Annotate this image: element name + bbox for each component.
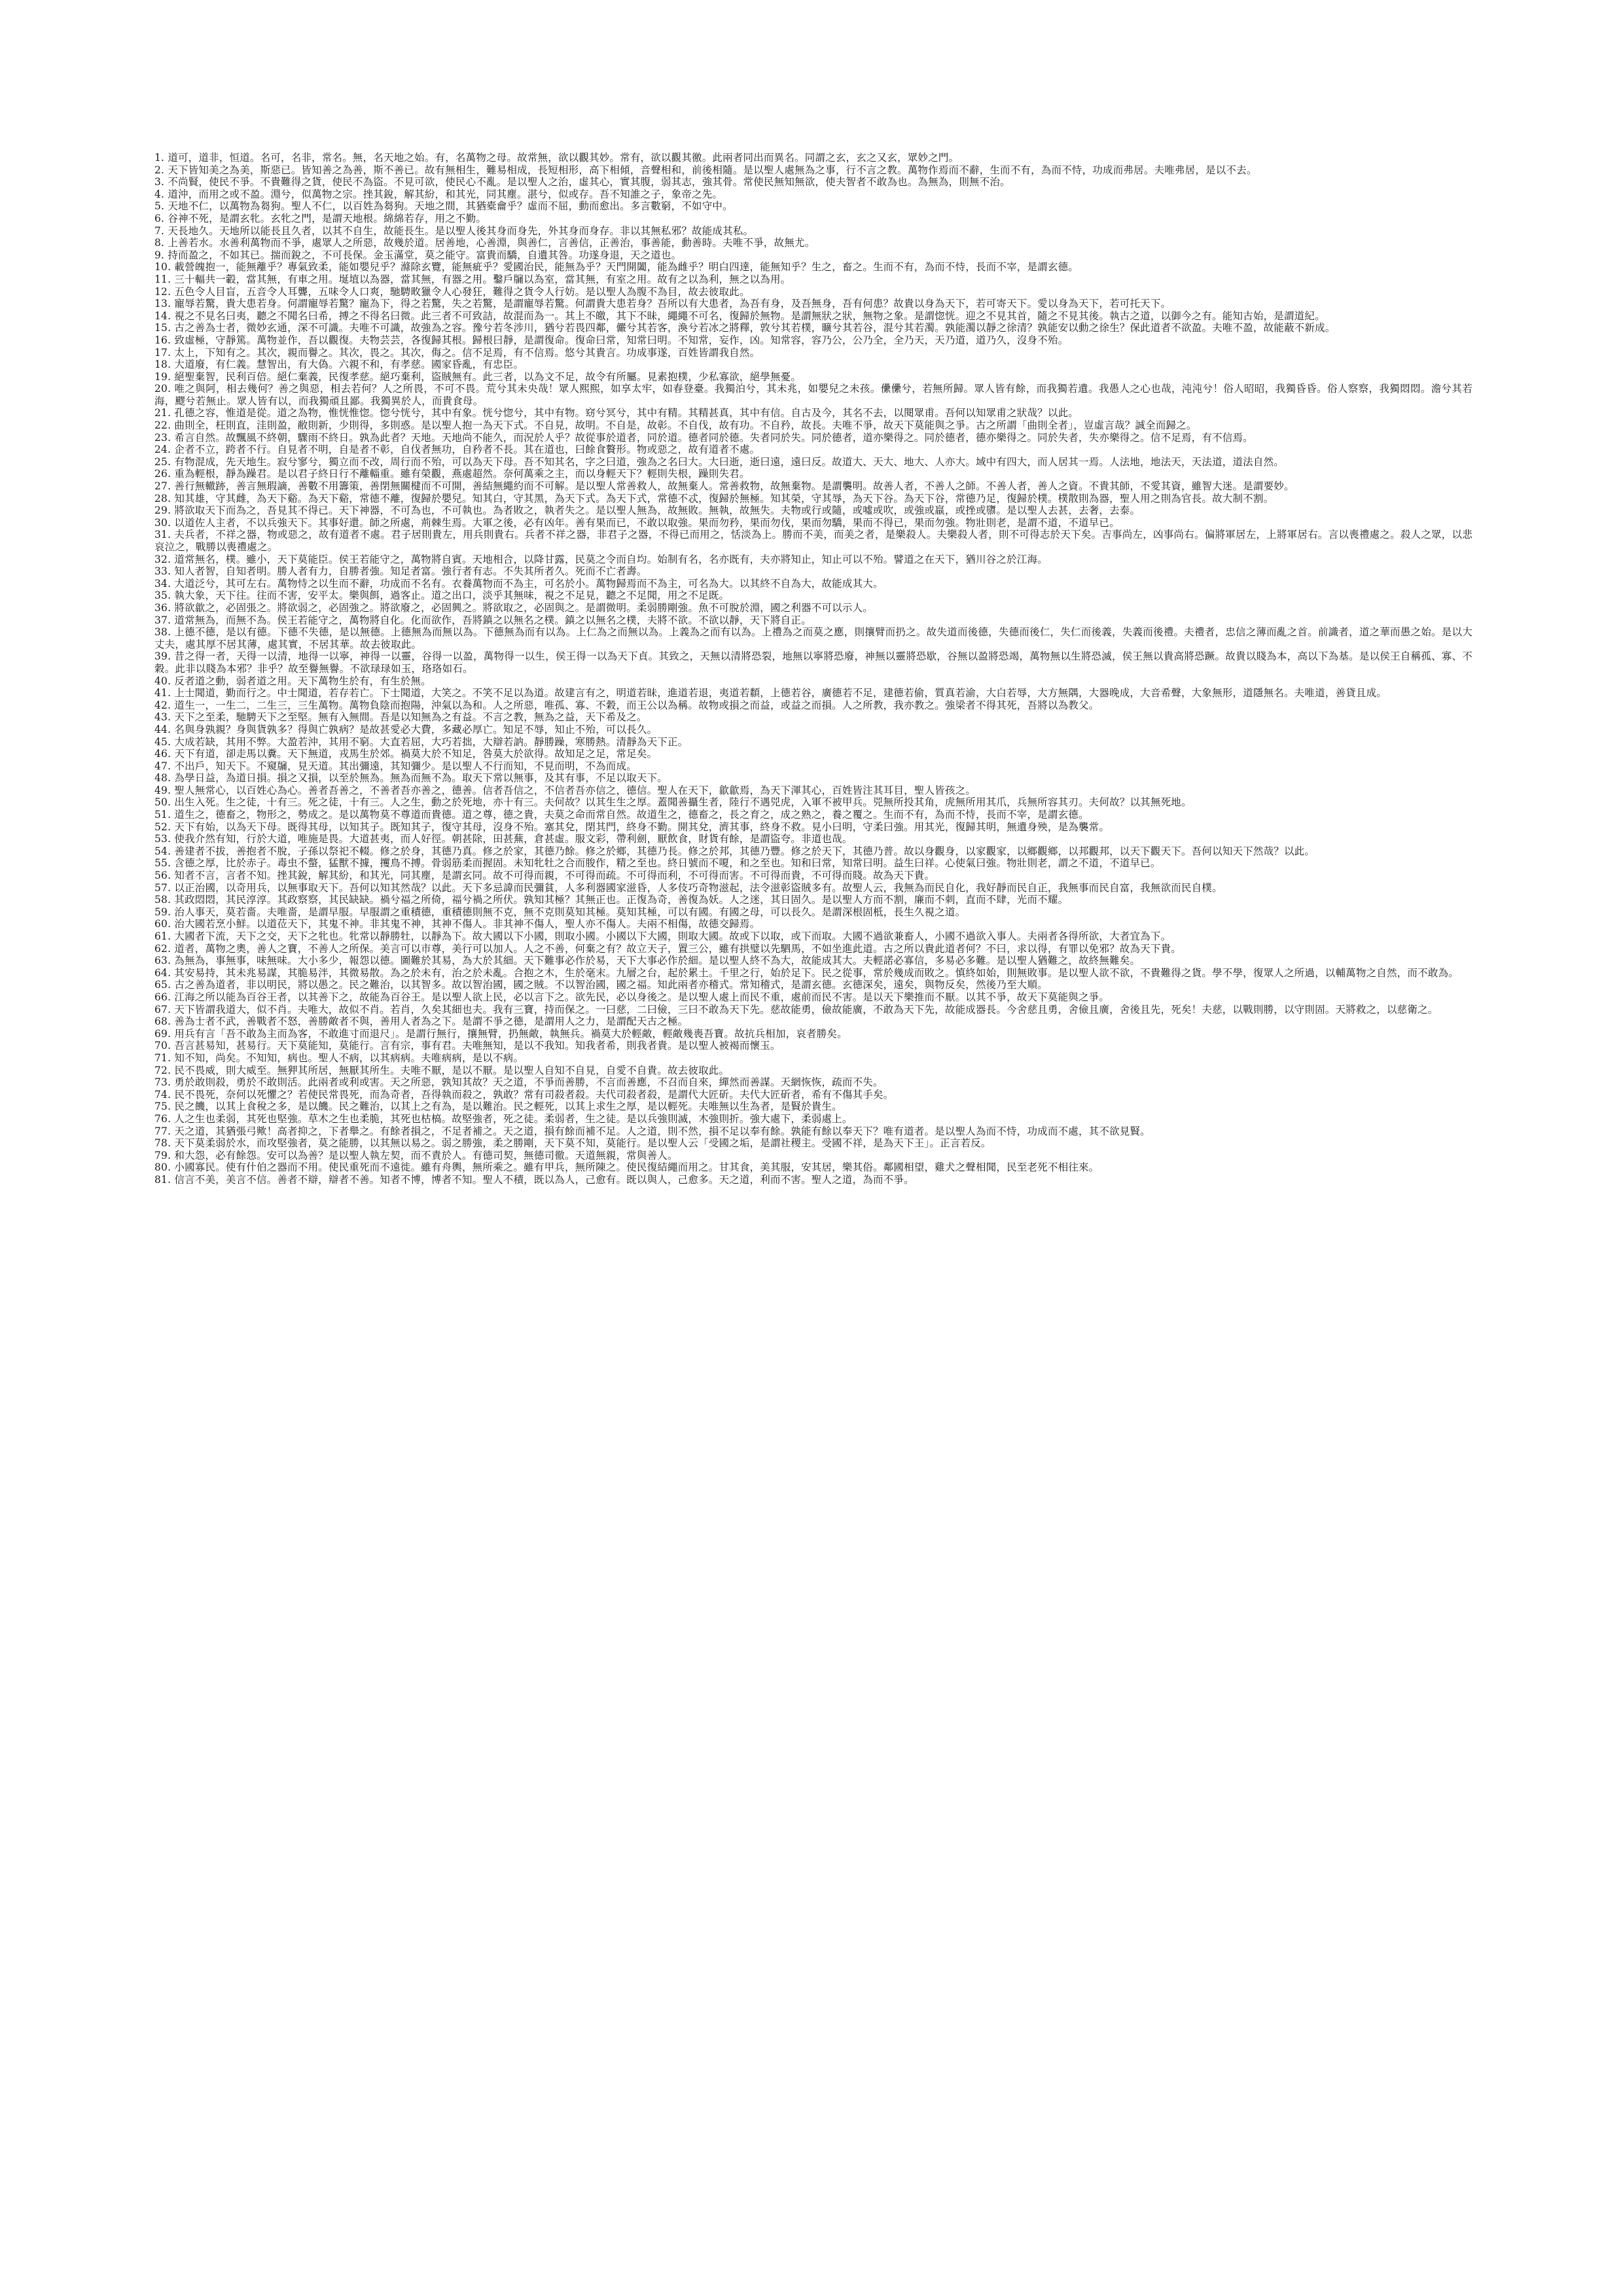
chapter-49: 49. 聖人無常心，以百姓心為心。善者吾善之，不善者吾亦善之，德善。信者吾信之，不信者吾亦信之，德信。聖人在天下，歙歙焉，為天下渾其心，百姓皆注其耳目，聖人皆孩之。 [154,784,976,796]
chapter-47: 47. 不出戶，知天下。不窺牖，見天道。其出彌遠，其知彌少。是以聖人不行而知，不見而明，不為而成。 [154,760,637,772]
chapter-3: 3. 不尚賢，使民不爭。不貴難得之貨，使民不為盜。不見可欲，使民心不亂。是以聖人之治，虛其心，實其腹，弱其志，強其骨。常使民無知無欲，使夫智者不敢為也。為無為，則無不治。 [154,176,1010,188]
chapter-75: 75. 民之饑，以其上食稅之多，是以饑。民之難治，以其上之有為，是以難治。民之輕死，以其上求生之厚，是以輕死。夫唯無以生為者，是賢於貴生。 [154,1101,842,1113]
chapter-1: 1. 道可，道非，恒道。名可，名非，常名。無，名天地之始。有，名萬物之母。故常無，欲以觀其妙。常有，欲以觀其徼。此兩者同出而異名。同謂之玄，玄之又玄，眾妙之門。 [154,152,959,164]
chapter-56: 56. 知者不言，言者不知。挫其銳，解其紛，和其光，同其塵，是謂玄同。故不可得而親，不可得而疏。不可得而利，不可得而害。不可得而貴，不可得而賤。故為天下貴。 [154,870,935,882]
chapter-24: 24. 企者不立，跨者不行。自見者不明，自是者不彰，自伐者無功，自矜者不長。其在道也，曰餘食贅形。物或惡之，故有道者不處。 [154,444,760,456]
chapter-20: 20. 唯之與阿，相去幾何？善之與惡，相去若何？人之所畏，不可不畏。荒兮其未央哉！眾人熙熙，如享太牢，如春登臺。我獨泊兮，其未兆，如嬰兒之未孩。儽儽兮，若無所歸。眾人皆有餘，而我獨若遺。我愚人之心也哉，沌沌兮！俗人昭昭，我獨昏昏。俗人察察，我獨悶悶。澹兮其若海，飂兮若無止。眾人皆有以，而我獨頑且鄙。我獨異於人，而貴食母。 [154,383,1472,407]
chapter-28: 28. 知其雄，守其雌，為天下谿。為天下谿，常德不離，復歸於嬰兒。知其白，守其黑，為天下式。為天下式，常德不忒，復歸於無極。知其榮，守其辱，為天下谷。為天下谷，常德乃足，復歸於樸。樸散則為器，聖人用之則為官長。故大制不割。 [154,492,1274,504]
document-body [154,152,1472,1186]
chapter-67: 67. 天下皆謂我道大，似不肖。夫唯大，故似不肖。若肖，久矣其細也夫。我有三寶，持而保之。一曰慈，二曰儉，三曰不敢為天下先。慈故能勇，儉故能廣，不敢為天下先，故能成器長。今舍慈且勇，舍儉且廣，舍後且先，死矣！夫慈，以戰則勝，以守則固。天將救之，以慈衛之。 [154,1003,1438,1016]
chapter-27: 27. 善行無轍跡，善言無瑕謫，善數不用籌策，善閉無關楗而不可開，善結無繩約而不可解。是以聖人常善救人，故無棄人。常善救物，故無棄物。是謂襲明。故善人者，不善人之師。不善人者，善人之資。不貴其師，不愛其資，雖智大迷。是謂要妙。 [154,480,1294,493]
chapter-63: 63. 為無為，事無事，味無味。大小多少，報怨以德。圖難於其易，為大於其細。天下難事必作於易，天下大事必作於細。是以聖人終不為大，故能成其大。夫輕諾必寡信，多易必多難。是以聖人猶難之，故終無難矣。 [154,955,1141,967]
chapter-70: 70. 吾言甚易知，甚易行。天下莫能知，莫能行。言有宗，事有君。夫唯無知，是以不我知。知我者希，則我者貴。是以聖人被褐而懷玉。 [154,1040,781,1052]
chapter-52: 52. 天下有始，以為天下母。既得其母，以知其子。既知其子，復守其母，沒身不殆。塞其兌，閉其門，終身不勤。開其兌，濟其事，終身不救。見小曰明，守柔曰強。用其光，復歸其明，無遺身殃，是為襲常。 [154,821,1110,833]
chapter-35: 35. 執大象，天下往。往而不害，安平太。樂與餌，過客止。道之出口，淡乎其無味，視之不足見，聽之不足聞，用之不足既。 [154,590,730,602]
chapter-16: 16. 致虛極，守靜篤。萬物並作，吾以觀復。夫物芸芸，各復歸其根。歸根曰靜，是謂復命。復命曰常，知常曰明。不知常，妄作，凶。知常容，容乃公，公乃全，全乃天，天乃道，道乃久，沒身不殆。 [154,334,1069,346]
chapter-72: 72. 民不畏威，則大威至。無狎其所居，無厭其所生。夫唯不厭，是以不厭。是以聖人自知不自見，自愛不自貴。故去彼取此。 [154,1064,730,1076]
chapter-39: 39. 昔之得一者，天得一以清，地得一以寧，神得一以靈，谷得一以盈，萬物得一以生，侯王得一以為天下貞。其致之，天無以清將恐裂，地無以寧將恐廢，神無以靈將恐歇，谷無以盈將恐竭，萬物無以生將恐滅，侯王無以貴高將恐蹶。故貴以賤為本，高以下為基。是以侯王自稱孤、寡、不穀。此非以賤為本邪？非乎？故至譽無譽。不欲琭琭如玉，珞珞如石。 [154,650,1472,675]
chapter-71: 71. 知不知，尚矣。不知知，病也。聖人不病，以其病病。夫唯病病，是以不病。 [154,1051,524,1064]
chapter-58: 58. 其政悶悶，其民淳淳。其政察察，其民缺缺。禍兮福之所倚，福兮禍之所伏。孰知其極？其無正也。正復為奇，善復為妖。人之迷，其日固久。是以聖人方而不割，廉而不刺，直而不肆，光而不耀。 [154,894,1069,906]
chapter-30: 30. 以道佐人主者，不以兵強天下。其事好還。師之所處，荊棘生焉。大軍之後，必有凶年。善有果而已，不敢以取強。果而勿矜，果而勿伐，果而勿驕，果而不得已，果而勿強。物壯則老，是謂不道，不道早已。 [154,516,1120,529]
chapter-21: 21. 孔德之容，惟道是從。道之為物，惟恍惟惚。惚兮恍兮，其中有象。恍兮惚兮，其中有物。窈兮冥兮，其中有精。其精甚真，其中有信。自古及今，其名不去，以閱眾甫。吾何以知眾甫之狀哉？以此。 [154,407,1079,419]
chapter-43: 43. 天下之至柔，馳騁天下之至堅。無有入無間。吾是以知無為之有益。不言之教，無為之益，天下希及之。 [154,711,647,724]
chapter-33: 33. 知人者智，自知者明。勝人者有力，自勝者強。知足者富。強行者有志。不失其所者久。死而不亡者壽。 [154,565,647,578]
chapter-79: 79. 和大怨，必有餘怨。安可以為善？是以聖人執左契，而不責於人。有德司契，無德司徹。天道無親，常與善人。 [154,1149,678,1161]
chapter-73: 73. 勇於敢則殺，勇於不敢則活。此兩者或利或害。天之所惡，孰知其故？天之道，不爭而善勝，不言而善應，不召而自來，繟然而善謀。天網恢恢，疏而不失。 [154,1076,883,1089]
chapter-59: 59. 治人事天，莫若嗇。夫唯嗇，是謂早服。早服謂之重積德，重積德則無不克，無不克則莫知其極。莫知其極，可以有國。有國之母，可以長久。是謂深根固柢，長生久視之道。 [154,906,966,918]
chapter-77: 77. 天之道，其猶張弓歟！高者抑之，下者舉之。有餘者損之，不足者補之。天之道，損有餘而補不足。人之道，則不然，損不足以奉有餘。孰能有餘以奉天下？唯有道者。是以聖人為而不恃，功成而不處，其不欲見賢。 [154,1125,1150,1137]
chapter-38: 38. 上德不德，是以有德。下德不失德，是以無德。上德無為而無以為。下德無為而有以為。上仁為之而無以為。上義為之而有以為。上禮為之而莫之應，則攘臂而扔之。故失道而後德，失德而後仁，失仁而後義，失義而後禮。夫禮者，忠信之薄而亂之首。前識者，道之華而愚之始。是以大丈夫，處其厚不居其薄，處其實，不居其華。故去彼取此。 [154,626,1472,650]
chapter-9: 9. 持而盈之，不如其已。揣而銳之，不可長保。金玉滿堂，莫之能守。富貴而驕，自遺其咎。功遂身退，天之道也。 [154,249,682,261]
chapter-14: 14. 視之不見名曰夷，聽之不聞名曰希，搏之不得名曰微。此三者不可致詰，故混而為一。其上不皦，其下不昧，繩繩不可名，復歸於無物。是謂無狀之狀，無物之象。是謂惚恍。迎之不見其首，隨之不見其後。執古之道，以御今之有。能知古始，是謂道紀。 [154,309,1325,322]
chapter-80: 80. 小國寡民。使有什伯之器而不用。使民重死而不遠徙。雖有舟輿，無所乘之。雖有甲兵，無所陳之。使民復結繩而用之。甘其食，美其服，安其居，樂其俗。鄰國相望，雞犬之聲相聞，民至老死不相往來。 [154,1161,1099,1174]
chapter-42: 42. 道生一，一生二，二生三，三生萬物。萬物負陰而抱陽，沖氣以為和。人之所惡，唯孤、寡、不穀，而王公以為稱。故物或損之而益，或益之而損。人之所教，我亦教之。強梁者不得其死，吾將以為教父。 [154,699,1099,711]
chapter-64: 64. 其安易持，其未兆易謀，其脆易泮，其微易散。為之於未有，治之於未亂。合抱之木，生於毫末。九層之台，起於累土。千里之行，始於足下。民之從事，常於幾成而敗之。慎終如始，則無敗事。是以聖人欲不欲，不貴難得之貨。學不學，復眾人之所過，以輔萬物之自然，而不敢為。 [154,966,1459,979]
chapter-61: 61. 大國者下流，天下之交，天下之牝也。牝常以靜勝牡，以靜為下。故大國以下小國，則取小國。小國以下大國，則取大國。故或下以取，或下而取。大國不過欲兼畜人，小國不過欲入事人。夫兩者各得所欲，大者宜為下。 [154,930,1171,942]
chapter-54: 54. 善建者不拔，善抱者不脫，子孫以祭祀不輟。修之於身，其德乃真。修之於家，其德乃餘。修之於鄉，其德乃長。修之於邦，其德乃豐。修之於天下，其德乃普。故以身觀身，以家觀家，以鄉觀鄉，以邦觀邦，以天下觀天下。吾何以知天下然哉？以此。 [154,845,1315,857]
chapter-29: 29. 將欲取天下而為之，吾見其不得已。天下神器，不可為也，不可執也。為者敗之，執者失之。是以聖人無為，故無敗。無執，故無失。夫物或行或隨，或噓或吹，或強或羸，或挫或隳。是以聖人去甚，去奢，去泰。 [154,504,1141,517]
chapter-78: 78. 天下莫柔弱於水，而攻堅強者，莫之能勝，以其無以易之。弱之勝強，柔之勝剛，天下莫不知，莫能行。是以聖人云「受國之垢，是謂社稷主。受國不祥，是為天下王」。正言若反。 [154,1137,991,1150]
chapter-10: 10. 載營魄抱一，能無離乎？專氣致柔，能如嬰兒乎？滌除玄覽，能無疵乎？愛國治民，能無為乎？天門開闔，能為雌乎？明白四達，能無知乎？生之，畜之。生而不有，為而不恃，長而不宰，是謂玄德。 [154,261,1079,274]
chapter-32: 32. 道常無名，樸。雖小，天下莫能臣。侯王若能守之，萬物將自賓。天地相合，以降甘露，民莫之令而自均。始制有名，名亦既有，夫亦將知止，知止可以不殆。譬道之在天下，猶川谷之於江海。 [154,553,1048,565]
chapter-46: 46. 天下有道，卻走馬以糞。天下無道，戎馬生於郊。禍莫大於不知足，咎莫大於欲得。故知足之足，常足矣。 [154,748,658,760]
chapter-45: 45. 大成若缺，其用不弊。大盈若沖，其用不窮。大直若屈，大巧若拙，大辯若訥。靜勝躁，寒勝熱。清靜為天下正。 [154,735,688,748]
chapter-57: 57. 以正治國，以奇用兵，以無事取天下。吾何以知其然哉？以此。天下多忌諱而民彌貧，人多利器國家滋昏，人多伎巧奇物滋起，法令滋彰盜賊多有。故聖人云，我無為而民自化，我好靜而民自正，我無事而民自富，我無欲而民自樸。 [154,881,1222,894]
chapter-68: 68. 善為士者不武，善戰者不怒，善勝敵者不與，善用人者為之下。是謂不爭之德，是謂用人之力，是謂配天古之極。 [154,1016,688,1028]
chapter-8: 8. 上善若水。水善利萬物而不爭，處眾人之所惡，故幾於道。居善地，心善淵，與善仁，言善信，正善治，事善能，動善時。夫唯不爭，故無尤。 [154,237,815,249]
chapter-22: 22. 曲則全，枉則直，洼則盈，敝則新，少則得，多則惑。是以聖人抱一為天下式。不自見，故明。不自是，故彰。不自伐，故有功。不自矜，故長。夫唯不爭，故天下莫能與之爭。古之所謂「曲則全者」，豈虛言哉？誠全而歸之。 [154,419,1197,432]
chapter-44: 44. 名與身孰親？身與貨孰多？得與亡孰病？是故甚愛必大費，多藏必厚亡。知足不辱，知止不殆，可以長久。 [154,723,658,735]
chapter-40: 40. 反者道之動，弱者道之用。天下萬物生於有，有生於無。 [154,675,431,687]
chapter-60: 60. 治大國若烹小鮮。以道莅天下，其鬼不神。非其鬼不神，其神不傷人。非其神不傷人，聖人亦不傷人。夫兩不相傷，故德交歸焉。 [154,918,760,930]
chapter-25: 25. 有物混成，先天地生。寂兮寥兮，獨立而不改，周行而不殆，可以為天下母。吾不知其名，字之曰道，強為之名曰大。大曰逝，逝曰遠，遠曰反。故道大、天大、地大、人亦大。域中有四大，而人居其一焉。人法地，地法天，天法道，道法自然。 [154,455,1284,468]
chapter-6: 6. 谷神不死，是謂玄牝。玄牝之門，是謂天地根。綿綿若存，用之不勤。 [154,212,487,224]
chapter-48: 48. 為學日益，為道日損。損之又損，以至於無為。無為而無不為。取天下常以無事，及其有事，不足以取天下。 [154,772,668,785]
chapter-51: 51. 道生之，德畜之，物形之，勢成之。是以萬物莫不尊道而貴德。道之尊，德之貴，夫莫之命而常自然。故道生之，德畜之，長之育之，成之熟之，養之覆之。生而不有，為而不恃，長而不宰，是謂玄德。 [154,809,1089,821]
chapter-15: 15. 古之善為士者，微妙玄通，深不可識。夫唯不可識，故強為之容。豫兮若冬涉川，猶兮若畏四鄰，儼兮其若客，渙兮若冰之將釋，敦兮其若樸，曠兮其若谷，混兮其若濁。孰能濁以靜之徐清？孰能安以動之徐生？保此道者不欲盈。夫唯不盈，故能蔽不新成。 [154,322,1336,334]
chapter-62: 62. 道者，萬物之奧，善人之寶，不善人之所保。美言可以市尊，美行可以加人。人之不善，何棄之有？故立天子，置三公，雖有拱璧以先駟馬，不如坐進此道。古之所以貴此道者何？不曰，求以得，有罪以免邪？故為天下貴。 [154,942,1181,955]
chapter-36: 36. 將欲歙之，必固張之。將欲弱之，必固強之。將欲廢之，必固興之。將欲取之，必固與之。是謂微明。柔弱勝剛強。魚不可脫於淵，國之利器不可以示人。 [154,601,873,614]
chapter-55: 55. 含德之厚，比於赤子。毒虫不螫，猛獸不據，攫鳥不搏。骨弱筋柔而握固。未知牝牡之合而朘作，精之至也。終日號而不嗄，和之至也。知和曰常，知常曰明。益生曰祥。心使氣曰強。物壯則老，謂之不道，不道早已。 [154,857,1161,870]
chapter-4: 4. 道沖，而用之或不盈。淵兮，似萬物之宗。挫其銳，解其紛，和其光，同其塵。湛兮，似或存。吾不知誰之子，象帝之先。 [154,188,723,200]
chapter-50: 50. 出生入死。生之徒，十有三。死之徒，十有三。人之生，動之於死地，亦十有三。夫何故？以其生生之厚。蓋聞善攝生者，陸行不遇兕虎，入軍不被甲兵。兕無所投其角，虎無所用其爪，兵無所容其刃。夫何故？以其無死地。 [154,796,1192,809]
chapter-76: 76. 人之生也柔弱，其死也堅強。草木之生也柔脆，其死也枯槁。故堅強者，死之徒。柔弱者，生之徒。是以兵強則滅，木強則折。強大處下，柔弱處上。 [154,1112,853,1125]
chapter-23: 23. 希言自然。故飄風不終朝，驟雨不終日。孰為此者？天地。天地尚不能久，而況於人乎？故從事於道者，同於道。德者同於德。失者同於失。同於德者，道亦樂得之。同於德者，德亦樂得之。同於失者，失亦樂得之。信不足焉，有不信焉。 [154,431,1253,444]
chapter-37: 37. 道常無為，而無不為。侯王若能守之，萬物將自化。化而欲作，吾將鎮之以無名之樸。鎮之以無名之樸，夫將不欲。不欲以靜，天下將自正。 [154,614,812,626]
chapter-12: 12. 五色令人目盲，五音令人耳聾，五味令人口爽，馳騁畋獵令人心發狂，難得之貨令人行妨。是以聖人為腹不為目，故去彼取此。 [154,285,750,298]
chapter-7: 7. 天長地久。天地所以能長且久者，以其不自生，故能長生。是以聖人後其身而身先，外其身而身存。非以其無私邪？故能成其私。 [154,224,754,237]
chapter-53: 53. 使我介然有知，行於大道，唯施是畏。大道甚夷，而人好徑。朝甚除，田甚蕪，倉甚虛。服文彩，帶利劍，厭飲食，財貨有餘，是謂盜夸。非道也哉。 [154,833,853,845]
chapter-26: 26. 重為輕根，靜為躁君。是以君子終日行不離輜重。雖有榮觀，燕處超然。奈何萬乘之主，而以身輕天下？輕則失根，躁則失君。 [154,468,750,480]
chapter-66: 66. 江海之所以能為百谷王者，以其善下之，故能為百谷王。是以聖人欲上民，必以言下之。欲先民，必以身後之。是以聖人處上而民不重，處前而民不害。是以天下樂推而不厭。以其不爭，故天下莫能與之爭。 [154,991,1110,1003]
chapter-74: 74. 民不畏死，奈何以死懼之？若使民常畏死，而為奇者，吾得執而殺之，孰敢？常有司殺者殺。夫代司殺者殺，是謂代大匠斫。夫代大匠斫者，希有不傷其手矣。 [154,1088,894,1101]
chapter-65: 65. 古之善為道者，非以明民，將以愚之。民之難治，以其智多。故以智治國，國之賊。不以智治國，國之福。知此兩者亦稽式。常知稽式，是謂玄德。玄德深矣，遠矣，與物反矣，然後乃至大順。 [154,979,1048,991]
chapter-19: 19. 絕聖棄智，民利百倍。絕仁棄義，民復孝慈。絕巧棄利，盜賊無有。此三者，以為文不足，故令有所屬。見素抱樸，少私寡欲，絕學無憂。 [154,370,802,383]
chapter-34: 34. 大道泛兮，其可左右。萬物恃之以生而不辭，功成而不名有。衣養萬物而不為主，可名於小。萬物歸焉而不為主，可名為大。以其終不自為大，故能成其大。 [154,577,883,590]
chapter-13: 13. 寵辱若驚，貴大患若身。何謂寵辱若驚？寵為下，得之若驚，失之若驚，是謂寵辱若驚。何謂貴大患若身？吾所以有大患者，為吾有身，及吾無身，吾有何患？故貴以身為天下，若可寄天下。愛以身為天下，若可托天下。 [154,298,1171,310]
chapter-5: 5. 天地不仁，以萬物為芻狗。聖人不仁，以百姓為芻狗。天地之間，其猶橐龠乎？虛而不屈，動而愈出。多言數窮，不如守中。 [154,200,733,213]
chapter-31: 31. 夫兵者，不祥之器，物或惡之，故有道者不處。君子居則貴左，用兵則貴右。兵者不祥之器，非君子之器，不得已而用之，恬淡為上。勝而不美，而美之者，是樂殺人。夫樂殺人者，則不可得志於天下矣。吉事尚左，凶事尚右。偏將軍居左，上將軍居右。言以喪禮處之。殺人之眾，以悲哀泣之，戰勝以喪禮處之。 [154,529,1472,553]
chapter-11: 11. 三十輻共一轂，當其無，有車之用。埏埴以為器，當其無，有器之用。鑿戶牖以為室，當其無，有室之用。故有之以為利，無之以為用。 [154,273,791,285]
chapter-69: 69. 用兵有言「吾不敢為主而為客，不敢進寸而退尺」。是謂行無行，攘無臂，扔無敵，執無兵。禍莫大於輕敵，輕敵幾喪吾寶。故抗兵相加，哀者勝矣。 [154,1027,847,1040]
chapter-18: 18. 大道廢，有仁義。慧智出，有大偽。六親不和，有孝慈。國家昏亂，有忠臣。 [154,359,524,371]
chapter-17: 17. 太上，下知有之。其次，親而譽之。其次，畏之。其次，侮之。信不足焉，有不信焉。悠兮其貴言。功成事遂，百姓皆謂我自然。 [154,346,760,359]
chapter-81: 81. 信言不美，美言不信。善者不辯，辯者不善。知者不博，博者不知。聖人不積，既以為人，己愈有。既以與人，己愈多。天之道，利而不害。聖人之道，為而不爭。 [154,1173,914,1186]
chapter-2: 2. 天下皆知美之為美，斯惡已。皆知善之為善，斯不善已。故有無相生，難易相成，長短相形，高下相傾，音聲相和，前後相隨。是以聖人處無為之事，行不言之教。萬物作焉而不辭，生而不有，為而不恃，功成而弗居。夫唯弗居，是以不去。 [154,164,1257,176]
chapter-41: 41. 上士聞道，勤而行之。中士聞道，若存若亡。下士聞道，大笑之。不笑不足以為道。故建言有之，明道若昧，進道若退，夷道若纇，上德若谷，廣德若不足，建德若偷，質真若渝，大白若辱，大方無隅，大器晚成，大音希聲，大象無形，道隱無名。夫唯道，善貸且成。 [154,687,1387,699]
